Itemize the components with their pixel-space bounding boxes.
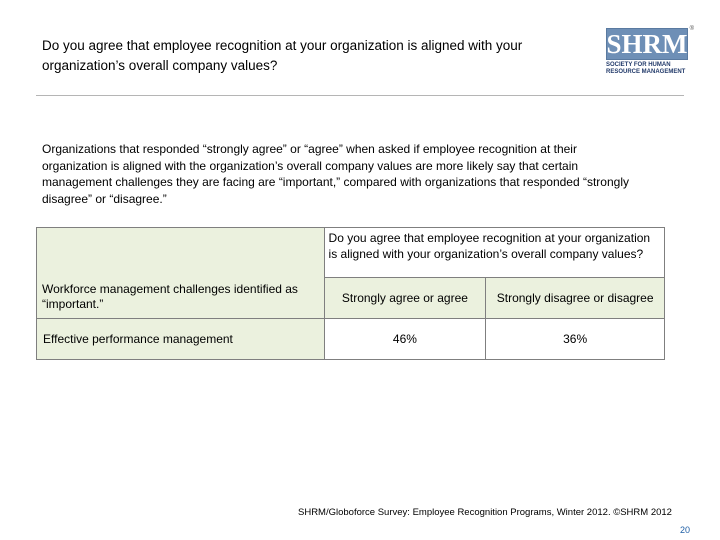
table-row [37,319,665,360]
column-header-agree: Strongly agree or agree [324,278,486,319]
value-disagree: 36% [486,319,665,360]
shrm-logo [606,26,694,84]
shrm-logo-box [606,28,688,60]
page-number: 20 [679,525,690,535]
title-divider [36,95,684,96]
question-header: Do you agree that employee recognition at your organization is aligned with your organization’s overall company values? [324,228,664,278]
row-header: Workforce management challenges identified as “important.” [42,282,298,311]
logo-tagline-line-1: SOCIETY FOR HUMAN [606,62,671,68]
logo-tagline-line-2: RESOURCE MANAGEMENT [606,69,686,75]
source-citation: SHRM/Globoforce Survey: Employee Recognition Programs, Winter 2012. ©SHRM 2012 [298,507,672,518]
row-label: Effective performance management [37,319,325,360]
column-header-disagree: Strongly disagree or disagree [486,278,665,319]
table-question-row [37,228,665,278]
slide-title: Do you agree that employee recognition at your organization is aligned with your organization’s overall company values? [42,38,523,73]
registered-mark: ® [689,26,694,32]
intro-paragraph: Organizations that responded “strongly agree” or “agree” when asked if employee recognition at their organization is aligned with the organization’s overall company values are more likely say that certain management challenges they are facing are “important,” compared with organizations that responded “strongly disagree” or “disagree.” [42,142,629,206]
value-agree: 46% [324,319,486,360]
shrm-logo-tagline [606,62,690,76]
shrm-logo-wordmark: SHRM [606,29,688,59]
